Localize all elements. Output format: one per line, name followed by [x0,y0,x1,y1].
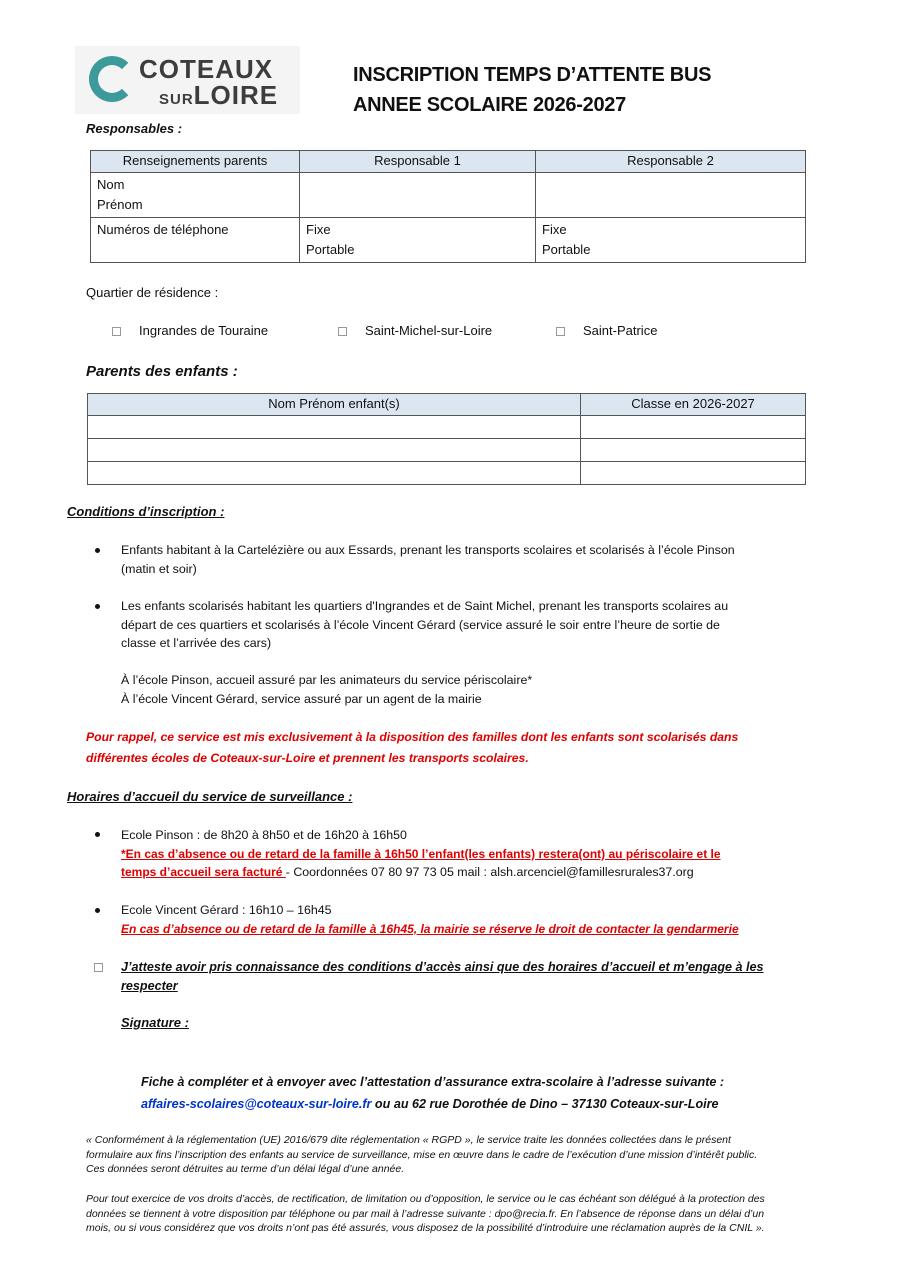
rgpd-paragraph-2: Pour tout exercice de vos droits d’accès, de rectification, de limitation ou d’opposition, le service ou le cas échéant son délégué à la protection des données se tiennent à votre disposition par téléphone ou par mail à l’adresse suivante : dpo@recia.fr. En l’absence de réponse dans un délai d’un mois, ou si vous considérez que vos droits n’ont pas été assurés, vous disposez de la possibilité d’introduire une réclamation auprès de la CNIL ». [86,1193,765,1234]
header-cell: Classe en 2026-2027 [581,394,806,416]
name-label-cell [91,173,300,218]
fixe-label: Fixe [542,222,567,237]
option-label: Saint-Michel-sur-Loire [365,323,493,338]
logo [75,46,300,114]
child-class-field[interactable] [581,416,806,439]
horaires-heading: Horaires d’accueil du service de surveillance : [67,789,353,804]
attest-checkbox[interactable] [94,963,103,972]
bullet-icon [95,832,100,837]
responsables-heading: Responsables : [86,121,183,136]
page-title: INSCRIPTION TEMPS D’ATTENTE BUS [353,64,712,86]
bullet-icon [95,908,100,913]
resp1-phone-field[interactable] [300,218,536,263]
child-name-field[interactable] [88,416,581,439]
header-cell: Responsable 1 [300,151,536,173]
quartier-label: Quartier de résidence : [86,285,219,300]
nom-label: Nom [97,177,125,192]
horaire-pinson: Ecole Pinson : de 8h20 à 8h50 et de 16h20 à 16h50 *En cas d’absence ou de retard de la famille à 16h50 l’enfant(les enfants) restera(ont) au périscolaire et le temps d’accueil sera facturé - Coordonnées 07 80 97 73 05 mail : alsh.arcenciel@famillesrurales37.org [121,828,721,879]
phone-label: Numéros de téléphone [91,218,300,263]
resp1-name-field[interactable] [300,173,536,218]
condition-1: Enfants habitant à la Cartelézière ou aux Essards, prenant les transports scolaires et scolarisés à l’école Pinson (matin et soir) [121,543,735,576]
enfants-heading: Parents des enfants : [86,363,238,380]
logo-text-line1: COTEAUX [139,54,274,84]
option-label: Ingrandes de Touraine [139,323,269,338]
bullet-icon [95,604,100,609]
checkbox[interactable] [112,327,121,336]
enfants-table [87,393,806,485]
checkbox[interactable] [338,327,347,336]
header-cell: Responsable 2 [536,151,806,173]
resp2-name-field[interactable] [536,173,806,218]
checkbox[interactable] [556,327,565,336]
rappel-text: Pour rappel, ce service est mis exclusivement à la disposition des familles dont les enfants sont scolarisés dans différentes écoles de Coteaux-sur-Loire et prennent les transports scolaires. [86,730,739,765]
fixe-label: Fixe [306,222,331,237]
child-class-field[interactable] [581,462,806,485]
rgpd-paragraph-1: « Conformément à la réglementation (UE) 2016/679 dite réglementation « RGPD », le service traite les données collectées dans le présent formulaire aux fins l’inscription des enfants au service de surveillance, mise en œuvre dans le cadre de l’exécution d’une mission d’intérêt public. Ces données seront détruites au terme d’un délai légal d’une année. [86,1134,758,1175]
quartier-option-ingrandes[interactable] [112,323,268,338]
bullet-icon [95,548,100,553]
condition-notes: À l’école Pinson, accueil assuré par les animateurs du service périscolaire* À l’école Vincent Gérard, service assuré par un agent de la mairie [121,673,533,706]
logo-sur: SUR [159,91,194,108]
child-name-field[interactable] [88,439,581,462]
horaire-vincent-gerard: Ecole Vincent Gérard : 16h10 – 16h45 En cas d’absence ou de retard de la famille à 16h45, la mairie se réserve le droit de contacter la gendarmerie [121,903,739,936]
logo-emblem-icon [89,56,135,102]
responsables-table [90,150,806,263]
envoi-text: Fiche à compléter et à envoyer avec l’attestation d’assurance extra-scolaire à l’adresse suivante : affaires-scolaires@coteaux-sur-loire.fr ou au 62 rue Dorothée de Dino – 37130 Coteaux-sur-Loire [141,1075,725,1111]
portable-label: Portable [306,242,355,257]
attest-text: J’atteste avoir pris connaissance des conditions d’accès ainsi que des horaires d’accueil et m’engage à les respecter [121,960,764,993]
option-label: Saint-Patrice [583,323,658,338]
portable-label: Portable [542,242,591,257]
logo-loire: LOIRE [193,80,279,110]
child-class-field[interactable] [581,439,806,462]
email-link[interactable]: affaires-scolaires@coteaux-sur-loire.fr [141,1097,372,1111]
page-subtitle: ANNEE SCOLAIRE 2026-2027 [353,94,626,116]
signature-label: Signature : [121,1015,189,1030]
conditions-heading: Conditions d’inscription : [67,504,225,519]
quartier-option-saint-michel[interactable] [338,323,492,338]
quartier-option-saint-patrice[interactable] [556,323,657,338]
header-cell: Renseignements parents [91,151,300,173]
prenom-label: Prénom [97,197,143,212]
condition-2: Les enfants scolarisés habitant les quartiers d'Ingrandes et de Saint Michel, prenant les transports scolaires au départ de ces quartiers et scolarisés à l’école Vincent Gérard (service assuré le soir entre l’heure de sortie de classe et l’arrivée des cars) [121,599,729,650]
logo-text-line2 [159,80,278,111]
resp2-phone-field[interactable] [536,218,806,263]
child-name-field[interactable] [88,462,581,485]
header-cell: Nom Prénom enfant(s) [88,394,581,416]
